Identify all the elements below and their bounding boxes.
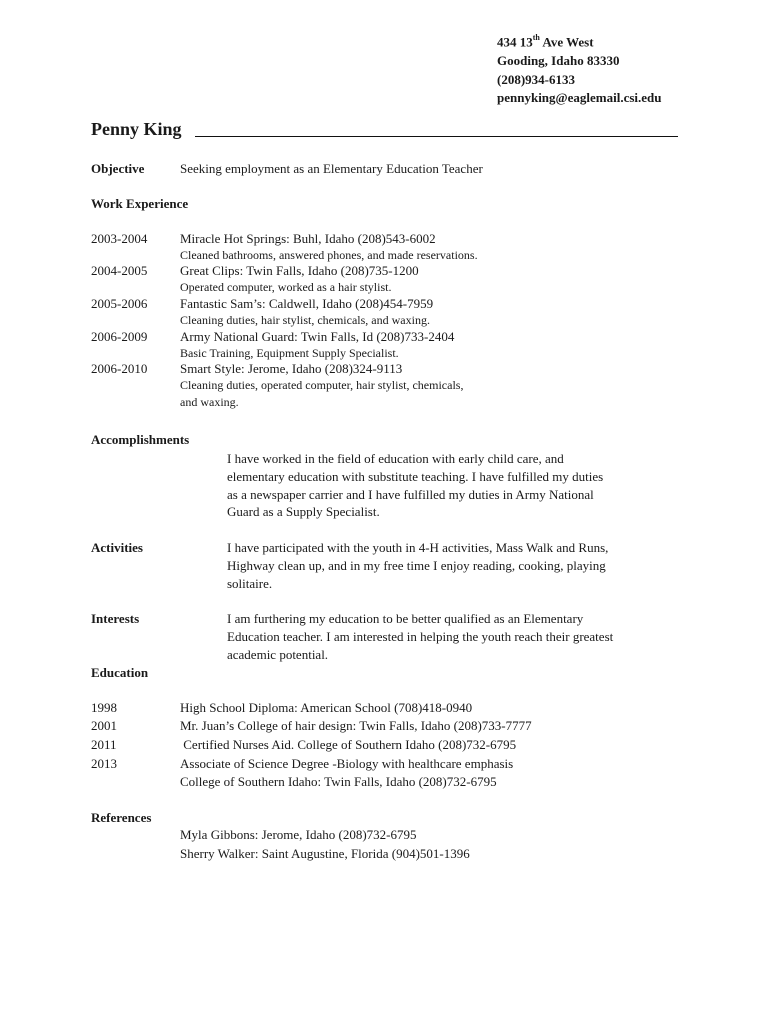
address-email: pennyking@eaglemail.csi.edu xyxy=(497,90,662,105)
work-employer: Great Clips: Twin Falls, Idaho (208)735-1200 xyxy=(180,263,419,278)
address-city: Gooding, Idaho 83330 xyxy=(497,53,620,68)
address-street xyxy=(497,34,594,50)
activities-line: solitaire. xyxy=(227,576,273,591)
work-duties: Cleaning duties, hair stylist, chemicals, and waxing. xyxy=(180,313,430,327)
education-year: 2013 xyxy=(91,756,117,771)
name-underline xyxy=(195,136,678,137)
address-phone: (208)934-6133 xyxy=(497,72,575,87)
work-duties: Cleaning duties, operated computer, hair stylist, chemicals, xyxy=(180,378,464,392)
work-employer: Fantastic Sam’s: Caldwell, Idaho (208)454-7959 xyxy=(180,296,434,311)
address-street-number: 434 13 xyxy=(497,34,533,50)
candidate-name: Penny King xyxy=(91,119,182,139)
work-employer: Miracle Hot Springs: Buhl, Idaho (208)543-6002 xyxy=(180,231,436,246)
work-years: 2005-2006 xyxy=(91,296,148,311)
objective-heading: Objective xyxy=(91,161,145,176)
education-entry: Mr. Juan’s College of hair design: Twin Falls, Idaho (208)733-7777 xyxy=(180,718,532,733)
address-street-suffix: th xyxy=(532,33,540,42)
work-years: 2004-2005 xyxy=(91,263,148,278)
work-duties: Operated computer, worked as a hair stylist. xyxy=(180,280,392,294)
interests-line: Education teacher. I am interested in helping the youth reach their greatest xyxy=(227,629,614,644)
reference-line: Sherry Walker: Saint Augustine, Florida (904)501-1396 xyxy=(180,846,470,861)
accomplishments-line: Guard as a Supply Specialist. xyxy=(227,504,380,519)
work-employer: Army National Guard: Twin Falls, Id (208)733-2404 xyxy=(180,329,455,344)
education-heading: Education xyxy=(91,665,149,680)
education-entry-detail: College of Southern Idaho: Twin Falls, Idaho (208)732-6795 xyxy=(180,774,497,789)
activities-line: Highway clean up, and in my free time I enjoy reading, cooking, playing xyxy=(227,558,606,573)
work-experience-heading: Work Experience xyxy=(91,196,189,211)
work-years: 2003-2004 xyxy=(91,231,148,246)
work-duties: Basic Training, Equipment Supply Specialist. xyxy=(180,346,399,360)
accomplishments-line: as a newspaper carrier and I have fulfilled my duties in Army National xyxy=(227,487,594,502)
work-duties: and waxing. xyxy=(180,395,239,409)
objective-text: Seeking employment as an Elementary Education Teacher xyxy=(180,161,483,176)
education-entry: High School Diploma: American School (708)418-0940 xyxy=(180,700,473,715)
education-year: 1998 xyxy=(91,700,117,715)
education-year: 2011 xyxy=(91,737,117,752)
references-heading: References xyxy=(91,810,152,825)
interests-heading: Interests xyxy=(91,611,140,626)
education-year: 2001 xyxy=(91,718,117,733)
work-duties: Cleaned bathrooms, answered phones, and made reservations. xyxy=(180,248,478,262)
accomplishments-heading: Accomplishments xyxy=(91,432,190,447)
work-employer: Smart Style: Jerome, Idaho (208)324-9113 xyxy=(180,361,403,376)
work-years: 2006-2009 xyxy=(91,329,148,344)
education-entry: Associate of Science Degree -Biology with healthcare emphasis xyxy=(180,756,514,771)
reference-line: Myla Gibbons: Jerome, Idaho (208)732-6795 xyxy=(180,827,417,842)
address-street-name: Ave West xyxy=(539,34,594,50)
activities-line: I have participated with the youth in 4-H activities, Mass Walk and Runs, xyxy=(227,540,609,555)
work-years: 2006-2010 xyxy=(91,361,148,376)
activities-heading: Activities xyxy=(91,540,143,555)
accomplishments-line: elementary education with substitute teaching. I have fulfilled my duties xyxy=(227,469,604,484)
interests-line: I am furthering my education to be better qualified as an Elementary xyxy=(227,611,584,626)
education-entry: Certified Nurses Aid. College of Southern Idaho (208)732-6795 xyxy=(180,737,517,752)
interests-line: academic potential. xyxy=(227,647,329,662)
accomplishments-line: I have worked in the field of education with early child care, and xyxy=(227,451,564,466)
